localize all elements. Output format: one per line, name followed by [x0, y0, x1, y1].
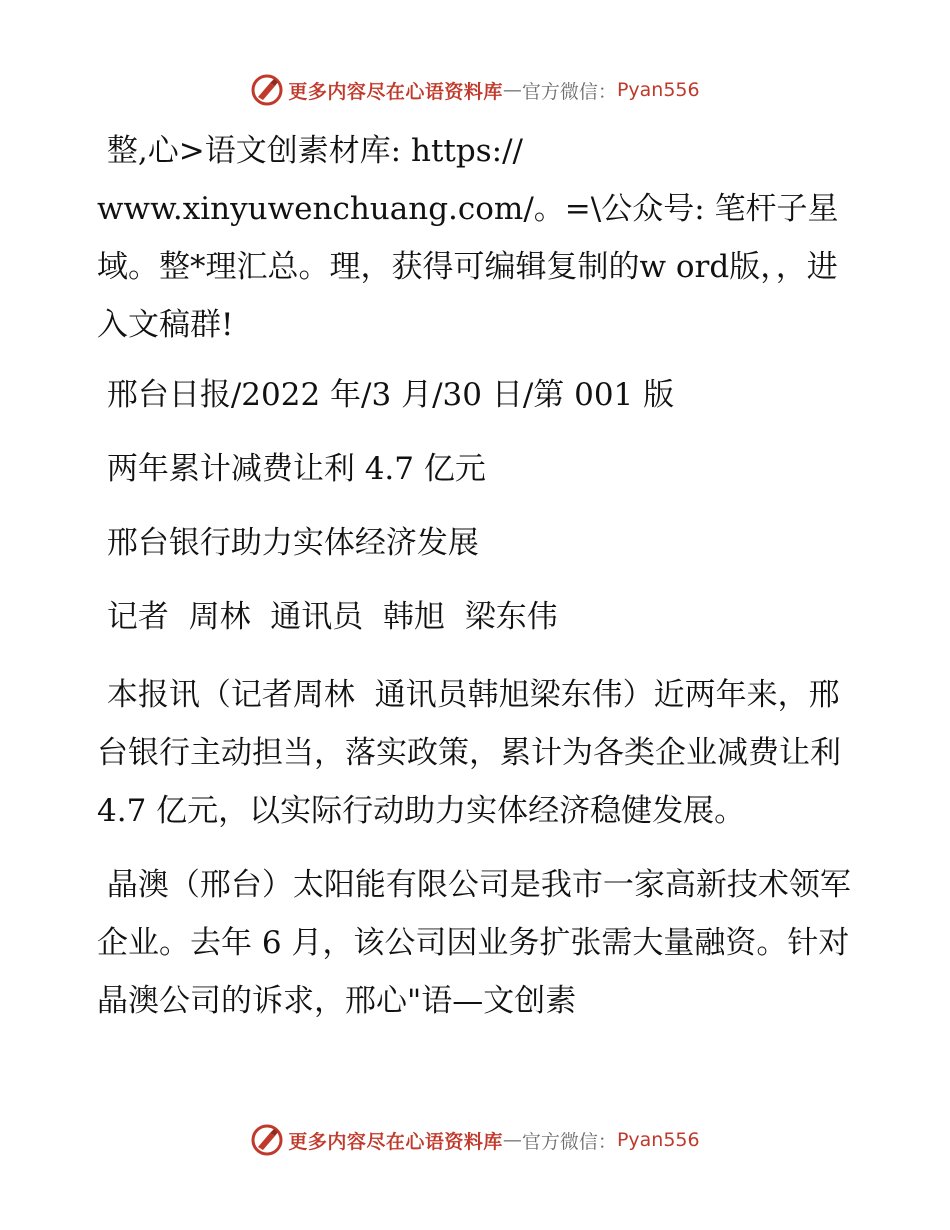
banner-dash: —	[502, 79, 522, 101]
banner-dash: —	[502, 1129, 522, 1151]
header-watermark-banner	[0, 70, 950, 110]
byline: 记者 周林 通讯员 韩旭 梁东伟	[97, 599, 558, 635]
brand-logo-icon	[250, 1123, 284, 1157]
banner-wechat-label: 官方微信：	[521, 1130, 617, 1153]
intro-paragraph: 整,心>语文创素材库: https:// www.xinyuwenchuang.com/。=\公众号: 笔杆子星域。整*理汇总。理，获得可编辑复制的w ord版，，进入文稿群!	[97, 133, 839, 343]
banner-title: 更多内容尽在心语资料库	[288, 1130, 503, 1153]
brand-logo-icon	[250, 73, 284, 107]
body-paragraph: 晶澳（邢台）太阳能有限公司是我市一家高新技术领军企业。去年 6 月，该公司因业务扩张需大量融资。针对晶澳公司的诉求，邢心"语—文创素	[97, 867, 851, 1019]
banner-wechat-label: 官方微信：	[521, 80, 617, 103]
document-body	[97, 122, 857, 1046]
headline-primary: 两年累计减费让利 4.7 亿元	[97, 451, 486, 487]
headline-secondary: 邢台银行助力实体经济发展	[97, 525, 479, 561]
footer-watermark-banner	[0, 1120, 950, 1160]
banner-title: 更多内容尽在心语资料库	[288, 80, 503, 103]
banner-wechat-id: Pyan556	[616, 1129, 700, 1151]
dateline: 邢台日报/2022 年/3 月/30 日/第 001 版	[97, 377, 675, 413]
banner-wechat-id: Pyan556	[616, 79, 700, 101]
body-paragraph: 本报讯（记者周林 通讯员韩旭梁东伟）近两年来，邢台银行主动担当，落实政策，累计为各类企业减费让利 4.7 亿元，以实际行动助力实体经济稳健发展。	[97, 677, 851, 829]
